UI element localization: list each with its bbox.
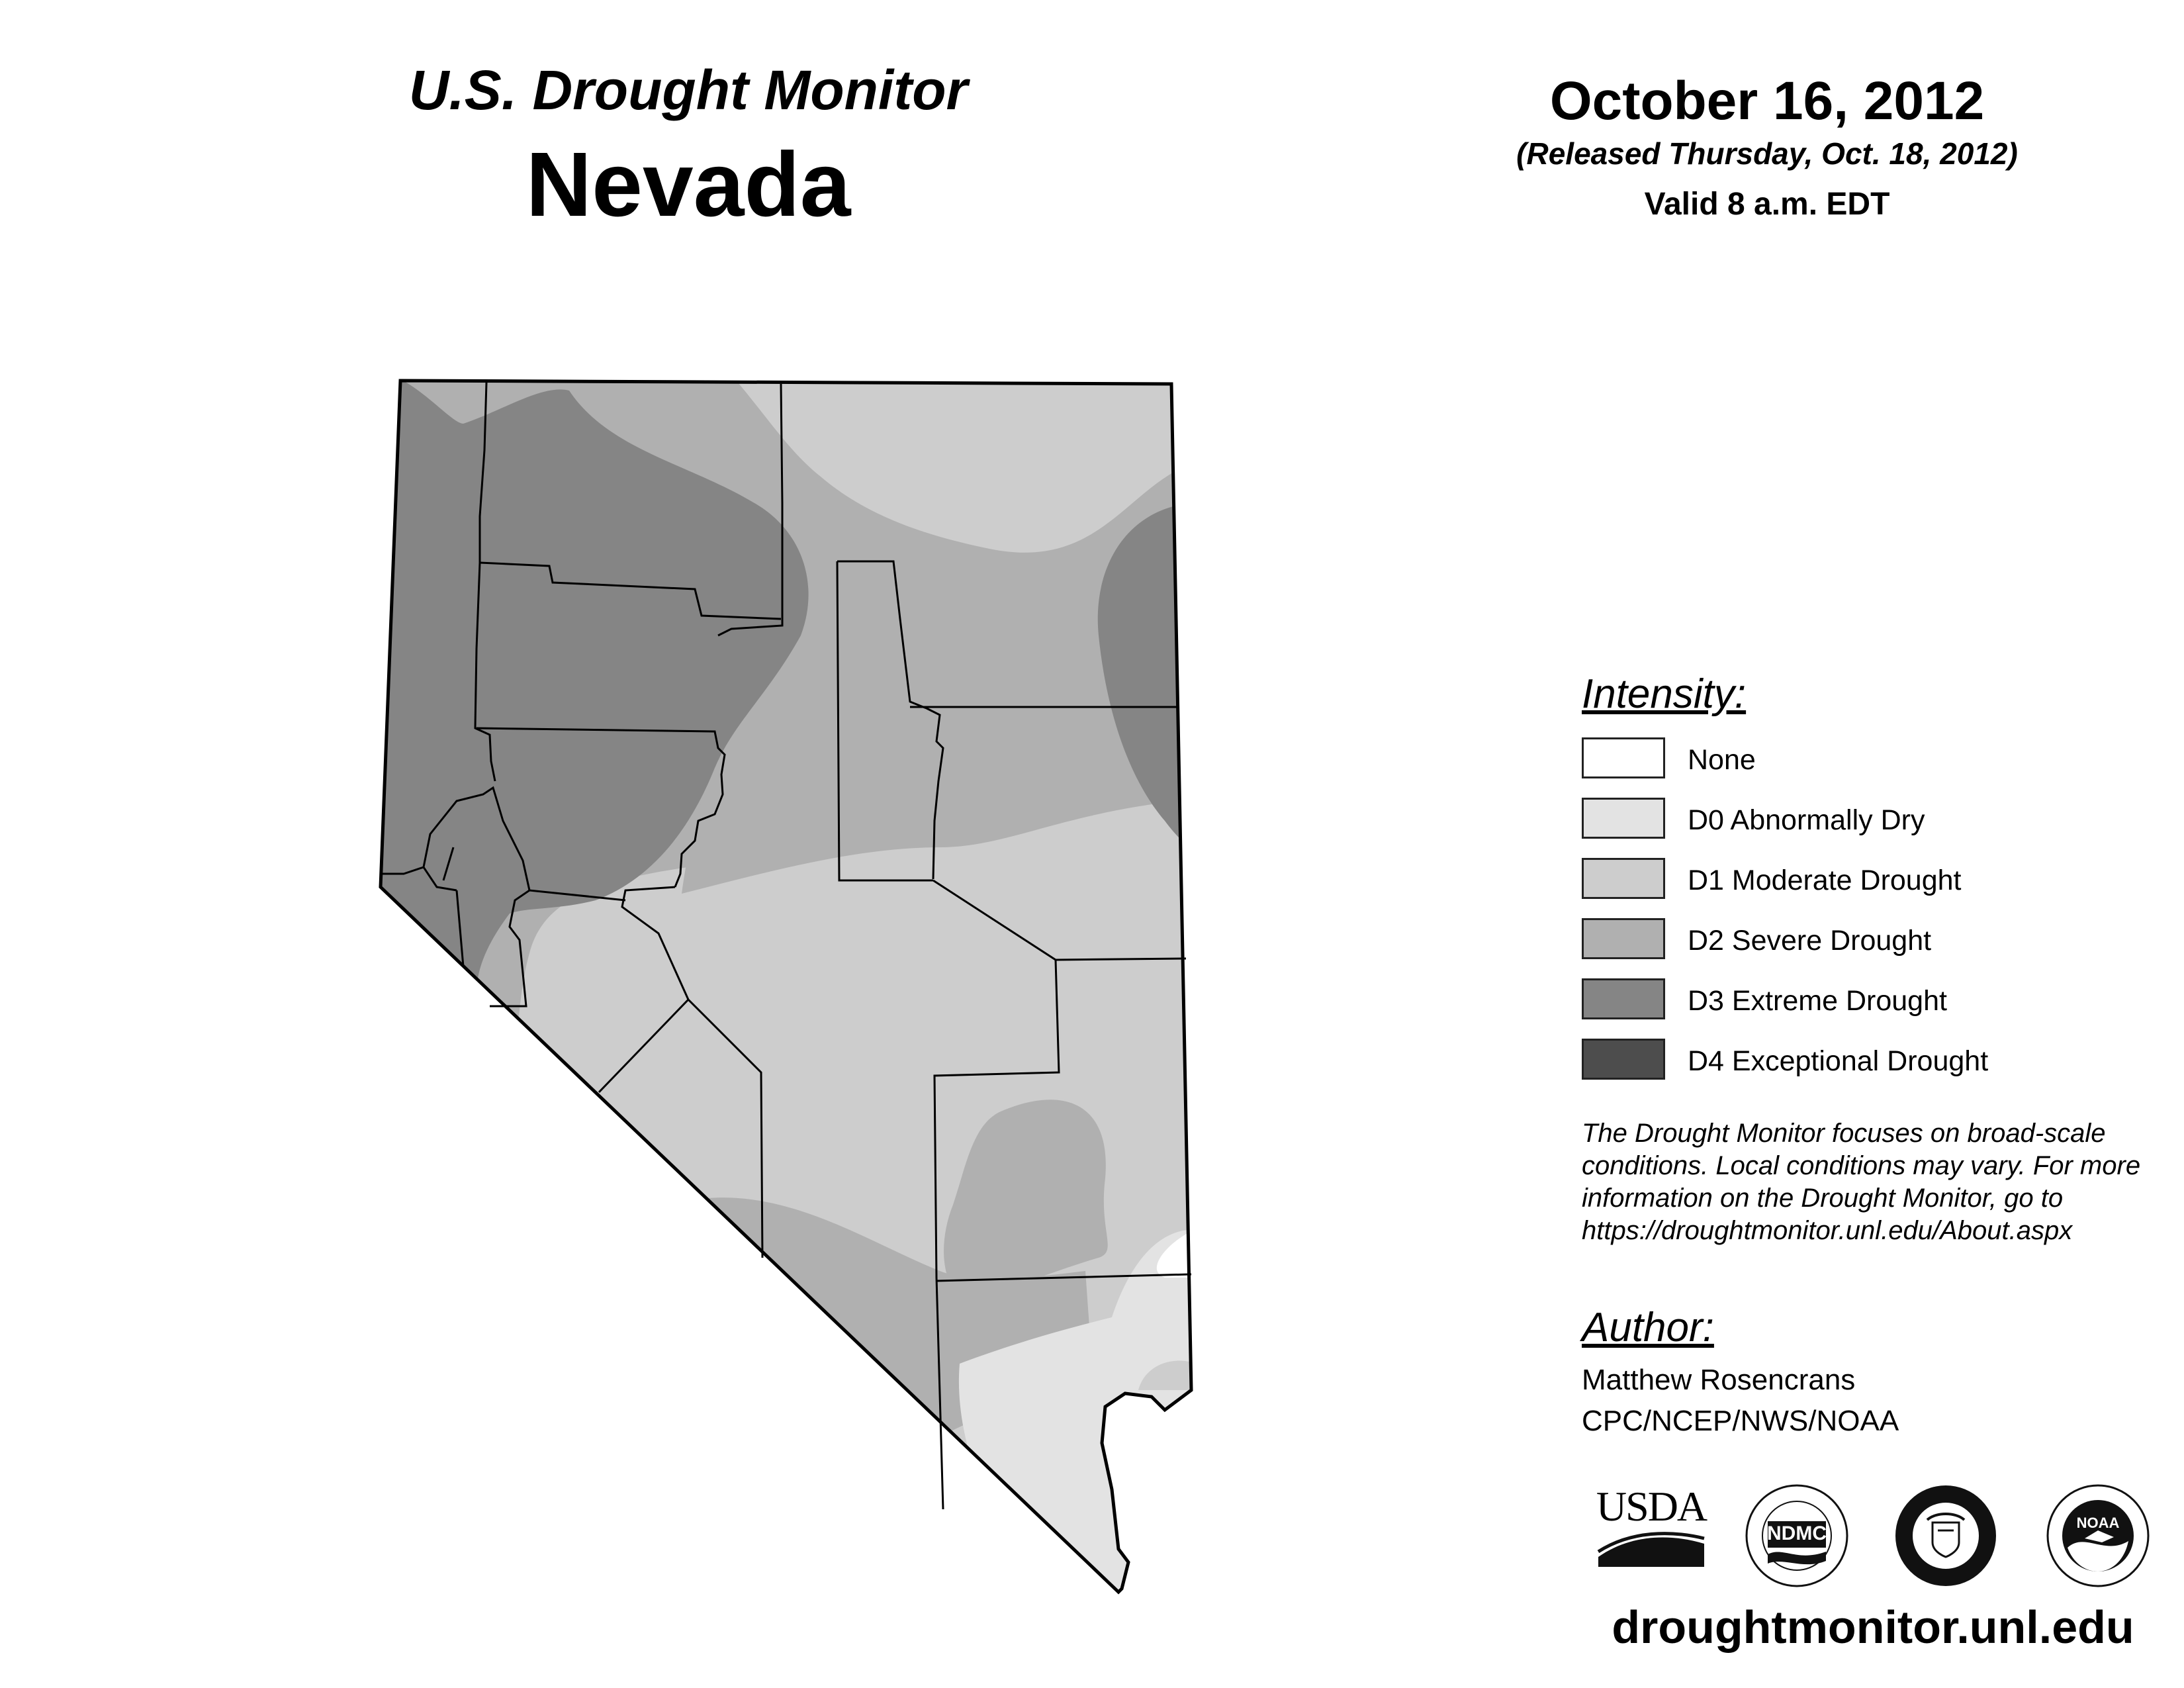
- disclaimer-note: The Drought Monitor focuses on broad-scale conditions. Local conditions may vary. For more information on the Drought Monitor, go to https://droughtmonitor.unl.edu/About.aspx: [1582, 1119, 2141, 1245]
- map-date: October 16, 2012: [1549, 71, 1985, 131]
- legend-swatch: [1582, 918, 1665, 959]
- drought-areas: [371, 371, 1211, 1602]
- release-date: (Released Thursday, Oct. 18, 2012): [1516, 136, 2018, 171]
- noaa-logo-text: NOAA: [2076, 1515, 2120, 1531]
- usda-logo: [1592, 1483, 1711, 1569]
- legend-label: D0 Abnormally Dry: [1688, 804, 1925, 836]
- author-organization: CPC/NCEP/NWS/NOAA: [1582, 1405, 1899, 1437]
- legend-label: D1 Moderate Drought: [1688, 865, 1962, 896]
- author-name: Matthew Rosencrans: [1582, 1364, 1856, 1396]
- legend-swatch: [1582, 798, 1665, 839]
- noaa-logo: [2045, 1483, 2151, 1589]
- valid-time: Valid 8 a.m. EDT: [1644, 187, 1890, 222]
- legend-swatch: [1582, 737, 1665, 778]
- legend-swatch: [1582, 1039, 1665, 1080]
- map-title: U.S. Drought Monitor: [408, 59, 968, 121]
- usda-logo-text: USDA: [1596, 1483, 1707, 1530]
- legend-title: Intensity:: [1582, 671, 1747, 717]
- legend-label: D4 Exceptional Drought: [1688, 1045, 1989, 1077]
- legend-swatch: [1582, 978, 1665, 1019]
- legend-label: None: [1688, 744, 1756, 776]
- legend-swatch: [1582, 858, 1665, 899]
- state-name: Nevada: [525, 134, 851, 236]
- ndmc-logo-text: NDMC: [1767, 1523, 1827, 1544]
- department-of-commerce-seal-icon: [1893, 1483, 1999, 1589]
- ndmc-logo: [1744, 1483, 1850, 1589]
- county-line: [1056, 959, 1186, 960]
- legend-label: D3 Extreme Drought: [1688, 985, 1947, 1017]
- author-title: Author:: [1582, 1305, 1714, 1350]
- legend-label: D2 Severe Drought: [1688, 925, 1932, 957]
- commerce-logo: [1893, 1483, 1999, 1589]
- noaa-seal-icon: [2045, 1483, 2151, 1589]
- website-link[interactable]: droughtmonitor.unl.edu: [1612, 1601, 2134, 1653]
- usda-hills-icon: [1592, 1530, 1711, 1570]
